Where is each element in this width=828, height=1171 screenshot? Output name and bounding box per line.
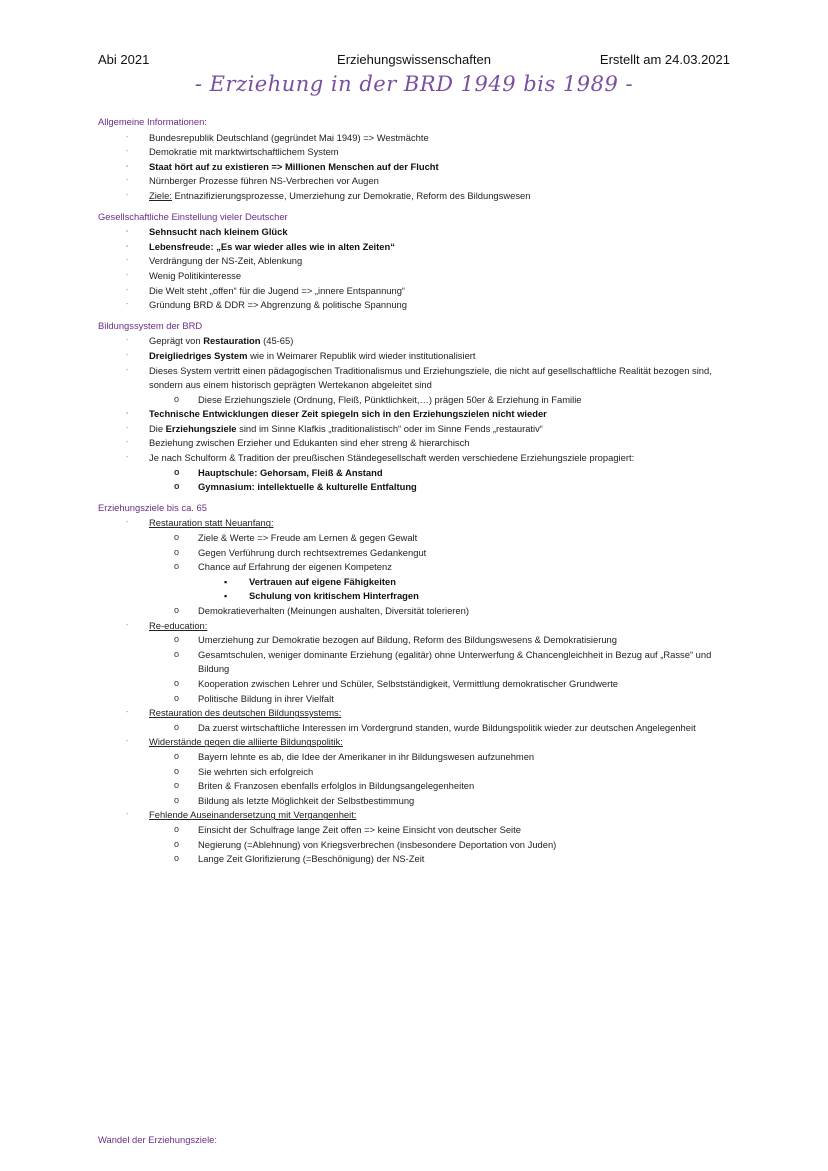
sub-list-item: o Gegen Verführung durch rechtsextremes Gedankengut: [98, 546, 738, 561]
list-item: - Wenig Politikinteresse: [98, 269, 738, 284]
sub-list-item: o Sie wehrten sich erfolgreich: [98, 765, 738, 780]
sub-list-item: o Lange Zeit Glorifizierung (=Beschönigung) der NS-Zeit: [98, 852, 738, 867]
sub-list-item: o Diese Erziehungsziele (Ordnung, Fleiß, Pünktlichkeit,…) prägen 50er & Erziehung in Familie: [98, 393, 738, 408]
sub-list-item: o Bildung als letzte Möglichkeit der Selbstbestimmung: [98, 794, 738, 809]
sub-list-item: o Ziele & Werte => Freude am Lernen & gegen Gewalt: [98, 531, 738, 546]
sub-list-item: o Bayern lehnte es ab, die Idee der Amerikaner in ihr Bildungswesen aufzunehmen: [98, 750, 738, 765]
sub-list-item: o Demokratieverhalten (Meinungen aushalten, Diversität tolerieren): [98, 604, 738, 619]
sub-list-item: o Gymnasium: intellektuelle & kulturelle Entfaltung: [98, 480, 738, 495]
list-item: - Staat hört auf zu existieren => Millionen Menschen auf der Flucht: [98, 160, 738, 175]
list-item: - Beziehung zwischen Erzieher und Edukanten sind eher streng & hierarchisch: [98, 436, 738, 451]
item-text: wie in Weimarer Republik wird wieder institutionalisiert: [247, 349, 476, 361]
list-item: - Lebensfreude: „Es war wieder alles wie in alten Zeiten“: [98, 240, 738, 255]
item-prefix: Ziele:: [149, 189, 172, 201]
sub-list-item: o Chance auf Erfahrung der eigenen Kompetenz: [98, 560, 738, 575]
sub-list-item: o Politische Bildung in ihrer Vielfalt: [98, 692, 738, 707]
list-item: - Fehlende Auseinandersetzung mit Vergangenheit:: [98, 808, 738, 823]
item-text: Die: [149, 422, 166, 434]
sub-list-item: o Briten & Franzosen ebenfalls erfolglos in Bildungsangelegenheiten: [98, 779, 738, 794]
list-item: - Widerstände gegen die alliierte Bildungspolitik:: [98, 735, 738, 750]
section-heading: Gesellschaftliche Einstellung vieler Deutscher: [98, 210, 288, 222]
header-right: Erstellt am 24.03.2021: [599, 52, 730, 67]
item-text: Geprägt von: [149, 335, 204, 347]
list-item: - Je nach Schulform & Tradition der preußischen Ständegesellschaft werden verschiedene Erziehungsziele propagiert:: [98, 451, 738, 466]
list-item: - Technische Entwicklungen dieser Zeit spiegeln sich in den Erziehungszielen nicht wieder: [98, 407, 738, 422]
sub-sub-list-item: ▪ Vertrauen auf eigene Fähigkeiten: [98, 575, 738, 590]
sub-list-item: o Negierung (=Ablehnung) von Kriegsverbrechen (insbesondere Deportation von Juden): [98, 838, 738, 853]
list-item: - Demokratie mit marktwirtschaftlichem System: [98, 145, 738, 160]
list-item: - Nürnberger Prozesse führen NS-Verbrechen vor Augen: [98, 174, 738, 189]
footer-heading: Wandel der Erziehungsziele:: [98, 1134, 217, 1145]
sub-list-item: o Gesamtschulen, weniger dominante Erziehung (egalitär) ohne Unterwerfung & Chancengleichheit in Bezug auf „Rasse“ und Bildung: [98, 648, 738, 677]
list-item: [98, 349, 738, 364]
item-bold: Erziehungsziele: [165, 422, 237, 434]
item-text: sind im Sinne Klafkis „traditionalistisch“ oder im Sinne Fends „restaurativ“: [236, 422, 543, 434]
list-item: - Restauration des deutschen Bildungssystems:: [98, 706, 738, 721]
document-body: [98, 115, 738, 867]
list-item: - Verdrängung der NS-Zeit, Ablenkung: [98, 254, 738, 269]
page-title: - Erziehung in der BRD 1949 bis 1989 -: [194, 72, 634, 96]
sub-list-item: o Kooperation zwischen Lehrer und Schüler, Selbstständigkeit, Vermittlung demokratischer Grundwerte: [98, 677, 738, 692]
header-left: Abi 2021: [98, 52, 150, 67]
sub-list-item: o Einsicht der Schulfrage lange Zeit offen => keine Einsicht von deutscher Seite: [98, 823, 738, 838]
sub-list-item: o Umerziehung zur Demokratie bezogen auf Bildung, Reform des Bildungswesens & Demokratisierung: [98, 633, 738, 648]
item-bold: Dreigliedriges System: [149, 349, 248, 361]
item-text: Entnazifizierungsprozesse, Umerziehung zur Demokratie, Reform des Bildungswesen: [171, 189, 531, 201]
section-heading: Bildungssystem der BRD: [98, 319, 203, 331]
sub-list-item: o Da zuerst wirtschaftliche Interessen im Vordergrund standen, wurde Bildungspolitik wieder zur deutschen Angelegenheit: [98, 721, 738, 736]
section-heading: Erziehungsziele bis ca. 65: [98, 501, 207, 513]
list-item: [98, 334, 738, 349]
header-center: Erziehungswissenschaften: [337, 52, 491, 67]
sub-list-item: o Hauptschule: Gehorsam, Fleiß & Anstand: [98, 466, 738, 481]
list-item: - Gründung BRD & DDR => Abgrenzung & politische Spannung: [98, 298, 738, 313]
sub-sub-list-item: ▪ Schulung von kritischem Hinterfragen: [98, 589, 738, 604]
list-item: - Restauration statt Neuanfang:: [98, 516, 738, 531]
list-item: - Sehnsucht nach kleinem Glück: [98, 225, 738, 240]
list-item: - Re-education:: [98, 619, 738, 634]
list-item: - Die Welt steht „offen“ für die Jugend => „innere Entspannung“: [98, 284, 738, 299]
list-item: [98, 422, 738, 437]
item-bold: Restauration: [203, 335, 261, 347]
list-item: [98, 189, 738, 204]
section-heading: Allgemeine Informationen:: [98, 116, 207, 127]
list-item: - Bundesrepublik Deutschland (gegründet Mai 1949) => Westmächte: [98, 131, 738, 146]
item-text: (45-65): [260, 335, 294, 347]
list-item: - Dieses System vertritt einen pädagogischen Traditionalismus und Erziehungsziele, die nicht auf gesellschaftliche Realität bezogen sind, sondern aus einem historisch geprägten Wertekanon abgeleitet sind: [98, 364, 738, 393]
